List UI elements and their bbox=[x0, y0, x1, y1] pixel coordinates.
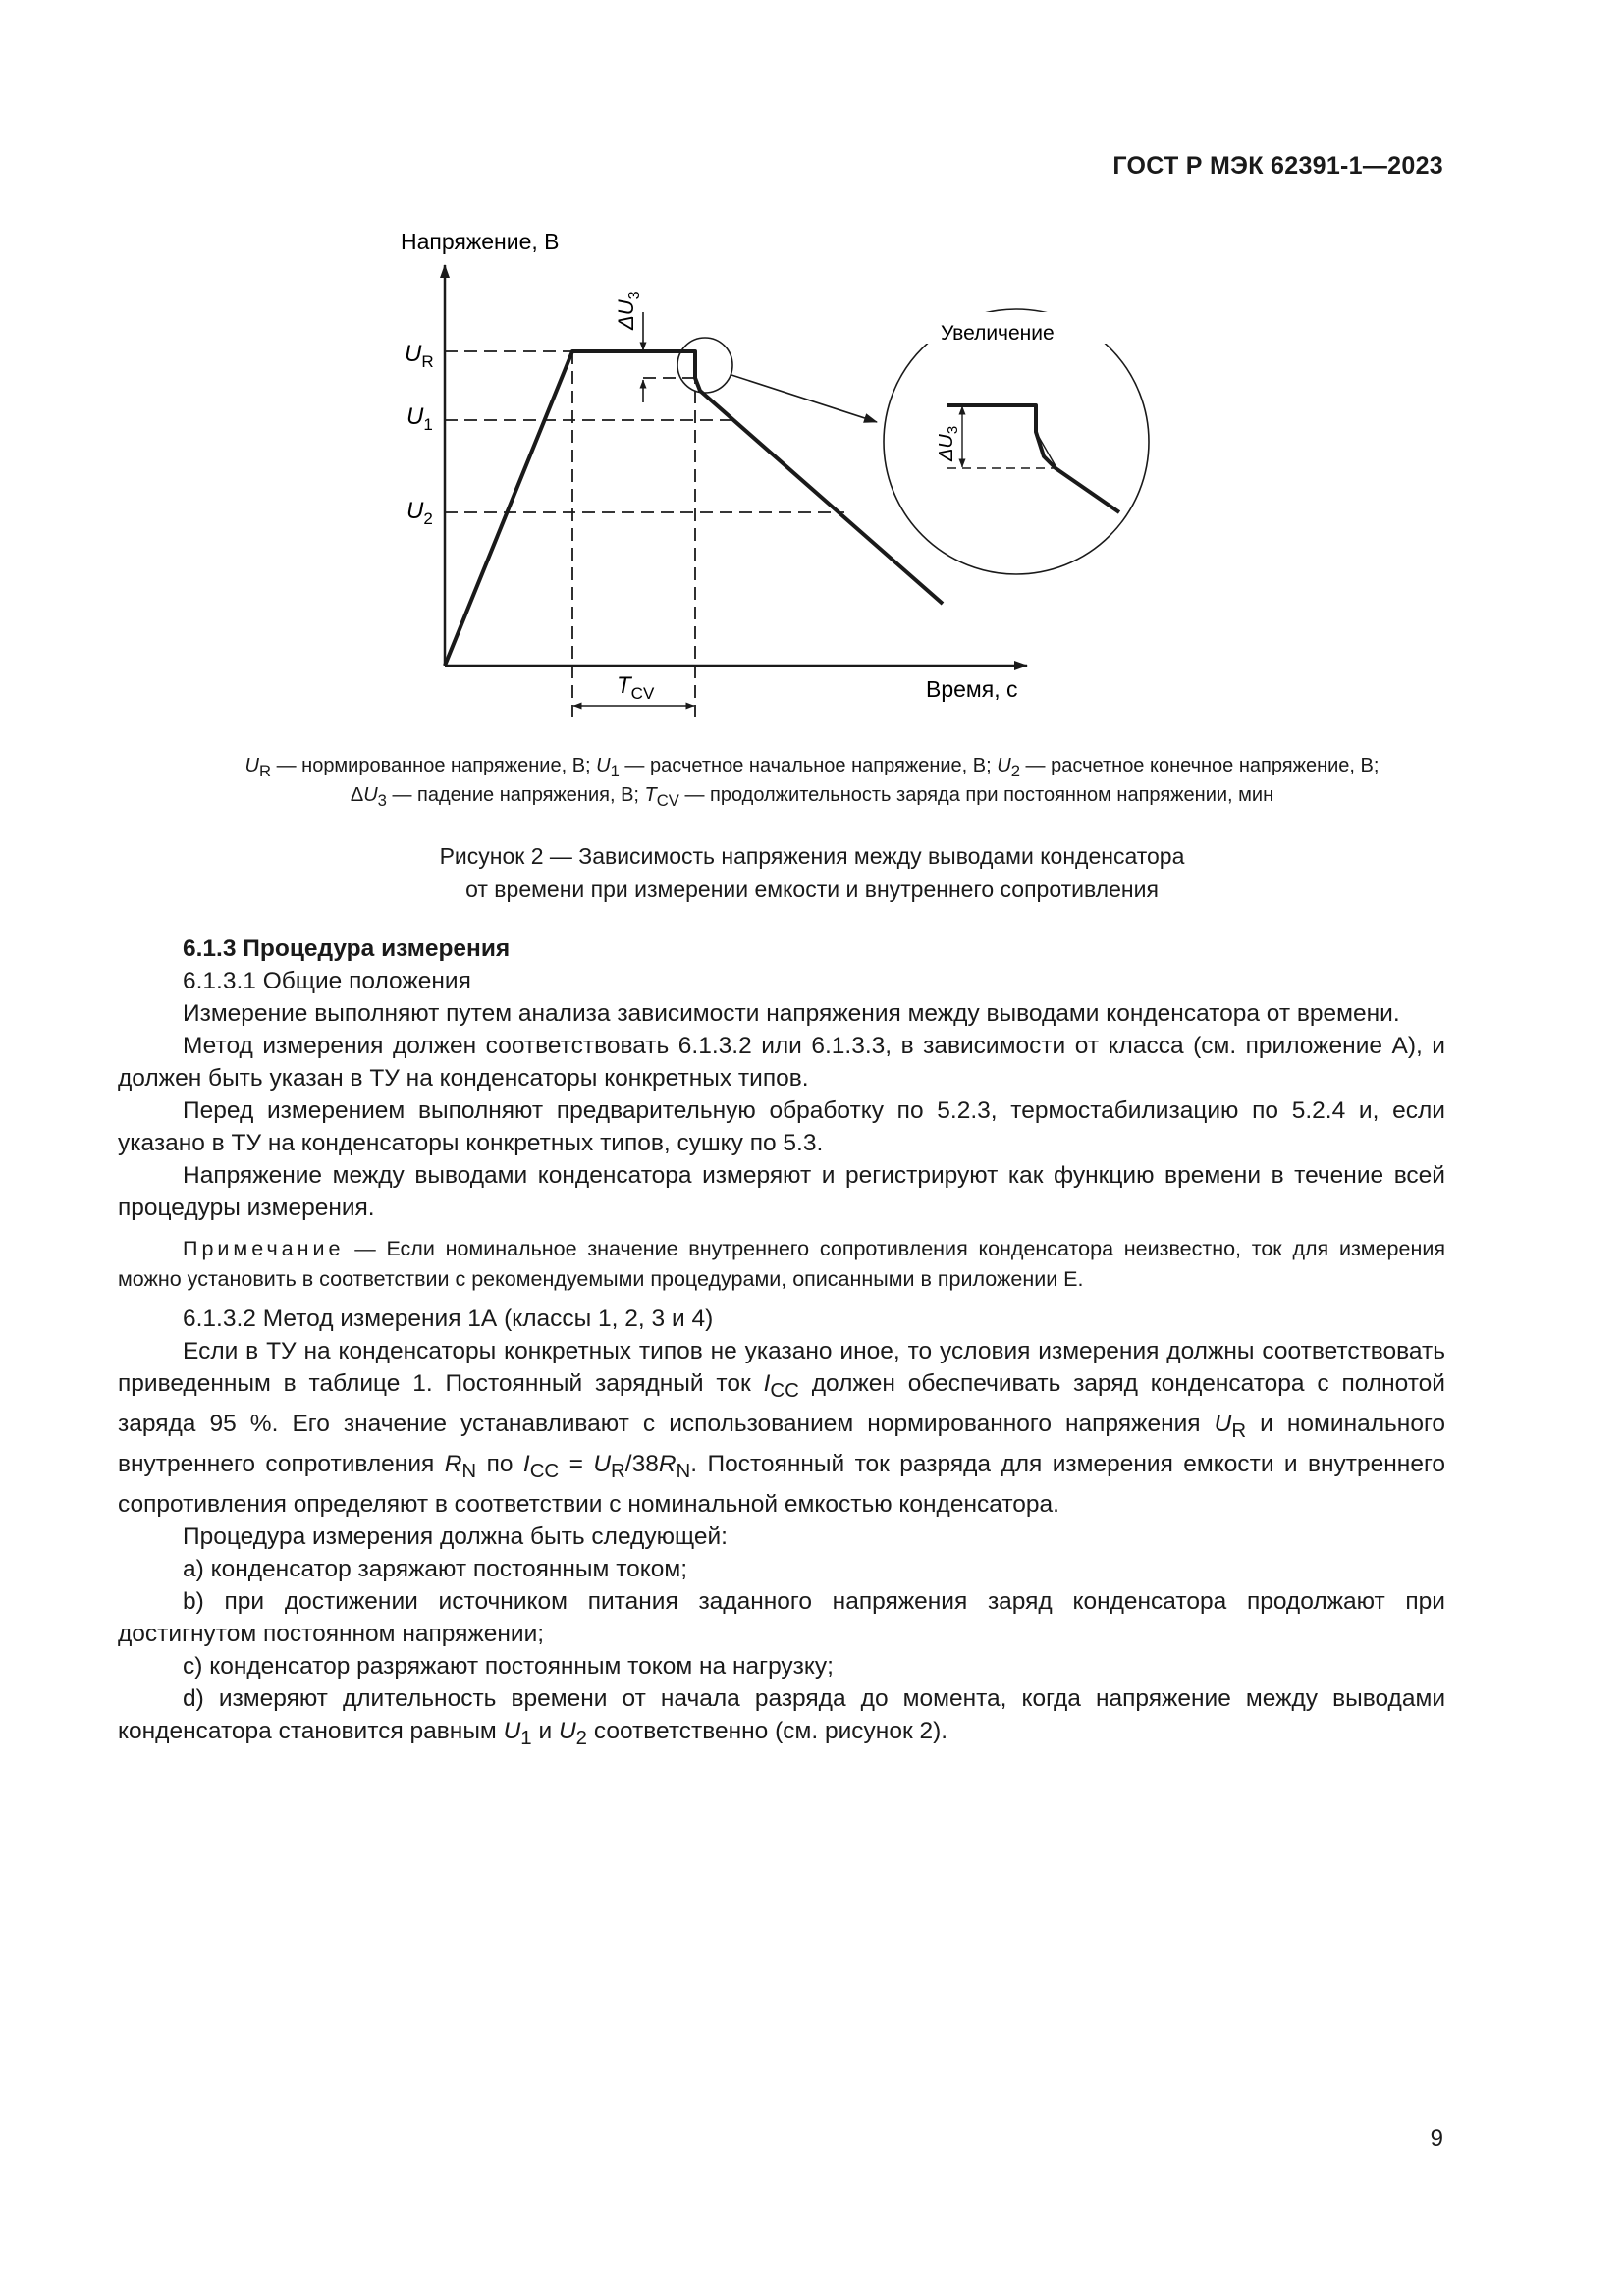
list-item-d: d) измеряют длительность времени от начала разряда до момента, когда напряжение между выводами конденсатора становится равным $U_1$ и $U_2$ соответственно (см. рисунок 2). bbox=[118, 1684, 1445, 1749]
paragraph-4: Напряжение между выводами конденсатора измеряют и регистрируют как функцию времени в течение всей процедуры измерения. bbox=[118, 1162, 1445, 1221]
figure-legend-line-1: $U_R$ — нормированное напряжение, В; $U_1$ — расчетное начальное напряжение, В; $U_2$ — расчетное конечное напряжение, В; bbox=[244, 755, 1380, 780]
du3-label: $\Delta U_3$ bbox=[614, 291, 643, 330]
tcv-label: $T_{CV}$ bbox=[617, 672, 655, 703]
subsection-title-2: 6.1.3.2 Метод измерения 1А (классы 1, 2, 3 и 4) bbox=[183, 1306, 714, 1332]
magnifier-circle bbox=[677, 338, 732, 393]
paragraph-1: Измерение выполняют путем анализа зависимости напряжения между выводами конденсатора от времени. bbox=[183, 1000, 1400, 1027]
document-header: ГОСТ Р МЭК 62391-1—2023 bbox=[1112, 152, 1443, 180]
paragraph-2: Метод измерения должен соответствовать 6.1.3.2 или 6.1.3.3, в зависимости от класса (см. приложение А), и должен быть указан в ТУ на конденсаторы конкретных типов. bbox=[118, 1033, 1445, 1092]
figure-caption-line-2: от времени при измерении емкости и внутреннего сопротивления bbox=[465, 877, 1159, 902]
paragraph-3: Перед измерением выполняют предварительную обработку по 5.2.3, термостабилизацию по 5.2.4 и, если указано в ТУ на конденсаторы конкретных типов, сушку по 5.3. bbox=[118, 1097, 1445, 1156]
y-axis-label: Напряжение, В bbox=[401, 229, 560, 254]
u2-label: $U_2$ bbox=[406, 498, 433, 528]
paragraph-6: Процедура измерения должна быть следующей: bbox=[183, 1522, 728, 1550]
u1-label: $U_1$ bbox=[406, 403, 433, 434]
zoom-title: Увеличение bbox=[941, 322, 1055, 345]
note: Примечание — Если номинальное значение внутреннего сопротивления конденсатора неизвестно, ток для измерения можно установить в соответствии с рекомендуемыми процедурами, описанными в приложении Е. bbox=[118, 1237, 1445, 1291]
list-item-a: a) конденсатор заряжают постоянным током; bbox=[183, 1555, 688, 1582]
paragraph-5: Если в ТУ на конденсаторы конкретных типов не указано иное, то условия измерения должны соответствовать приведенным в таблице 1. Постоянный зарядный ток $I_{CC}$ должен обеспечивать заряд конденсатора с полнотой заряда 95 %. Его значение устанавливают с использованием нормированного напряжения $U_R$ и номинального внутреннего сопротивления $R_N$ по $I_{CC} = U_R/38R_N$. Постоянный ток разряда для измерения емкости и внутреннего сопротивления определяют в соответствии с номинальной емкостью конденсатора. bbox=[118, 1338, 1445, 1518]
section-body bbox=[118, 933, 1445, 1755]
figure-caption-line-1: Рисунок 2 — Зависимость напряжения между выводами конденсатора bbox=[439, 843, 1185, 869]
section-heading: 6.1.3 Процедура измерения bbox=[183, 935, 511, 962]
ur-label: $U_R$ bbox=[405, 341, 434, 371]
list-item-b: b) при достижении источником питания заданного напряжения заряд конденсатора продолжают при достигнутом постоянном напряжении; bbox=[118, 1587, 1445, 1647]
zoom-circle bbox=[884, 309, 1149, 574]
subsection-title-1: 6.1.3.1 Общие положения bbox=[183, 968, 471, 994]
x-axis-label: Время, с bbox=[926, 676, 1018, 702]
magnifier-pointer-arrow bbox=[731, 375, 877, 422]
voltage-time-figure bbox=[0, 0, 1624, 746]
voltage-curve bbox=[445, 351, 943, 666]
page-number: 9 bbox=[1430, 2125, 1443, 2152]
figure-legend-line-2: $\Delta U_3$ — падение напряжения, В; $T_{CV}$ — продолжительность заряда при постоянном напряжении, мин bbox=[350, 784, 1274, 810]
list-item-c: c) конденсатор разряжают постоянным током на нагрузку; bbox=[183, 1652, 834, 1680]
zoom-du3-label: $\Delta U_3$ bbox=[936, 425, 961, 461]
